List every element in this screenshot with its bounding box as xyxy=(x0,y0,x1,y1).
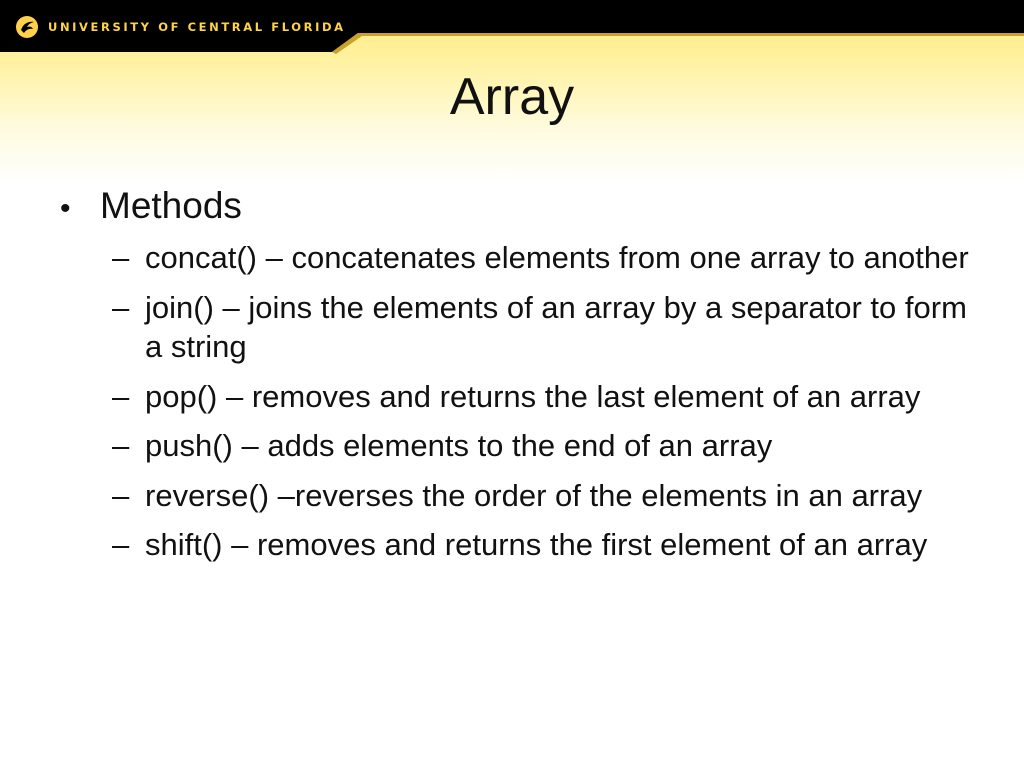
list-item xyxy=(112,238,980,278)
ucf-logo[interactable] xyxy=(14,12,346,42)
dash-icon: – xyxy=(112,527,130,562)
method-text: concat() – concatenates elements from one array to another xyxy=(145,240,969,275)
method-text: reverse() –reverses the order of the elements in an array xyxy=(145,477,923,513)
slide-body xyxy=(60,183,980,575)
bullet-icon: • xyxy=(60,192,71,225)
bullet-item xyxy=(60,183,980,232)
dash-icon: – xyxy=(112,289,130,325)
ucf-pegasus-icon xyxy=(14,14,40,40)
dash-icon: – xyxy=(112,240,130,275)
list-item xyxy=(112,377,980,417)
dash-icon: – xyxy=(112,477,130,513)
method-text: push() – adds elements to the end of an array xyxy=(145,428,773,463)
method-text: join() – joins the elements of an array by a separator to form a string xyxy=(145,289,967,364)
method-text: shift() – removes and returns the first element of an array xyxy=(145,527,928,562)
methods-list xyxy=(112,238,980,565)
dash-icon: – xyxy=(112,378,130,414)
dash-icon: – xyxy=(112,428,130,463)
slide-title: Array xyxy=(449,68,575,126)
list-item xyxy=(112,426,980,466)
bullet-text: Methods xyxy=(100,185,242,226)
list-item xyxy=(112,476,980,516)
org-name: UNIVERSITY OF CENTRAL FLORIDA xyxy=(48,20,346,34)
list-item xyxy=(112,288,980,367)
method-text: pop() – removes and returns the last element of an array xyxy=(145,378,921,414)
list-item xyxy=(112,525,980,565)
